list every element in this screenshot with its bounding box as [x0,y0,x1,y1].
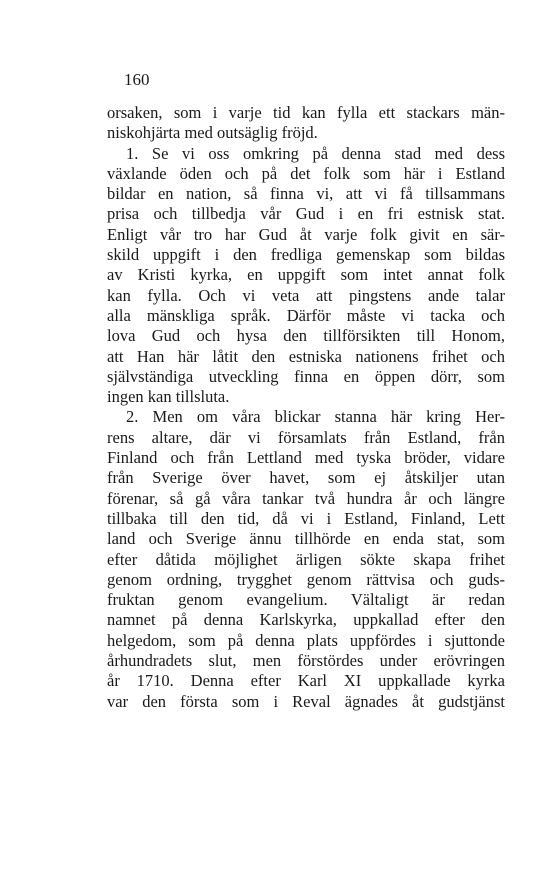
text-line: efter dåtida möjlighet ärligen sökte skapa frihet [107,549,505,569]
text-line: år 1710. Denna efter Karl XI uppkallade kyrka [107,671,505,691]
text-line: lova Gud och hysa den tillförsikten till Honom, [107,326,505,346]
text-line: niskohjärta med outsäglig fröjd. [107,123,318,143]
text-line: 2. Men om våra blickar stanna här kring Her- [126,407,505,427]
text-line: land och Sverige ännu tillhörde en enda stat, som [107,529,505,549]
text-line: ingen kan tillsluta. [107,387,230,407]
text-line: bildar en nation, så finna vi, att vi få tillsammans [107,184,505,204]
text-line: självständiga utveckling finna en öppen dörr, som [107,366,505,386]
text-line: fruktan genom evangelium. Vältaligt är redan [107,590,505,610]
text-line: namnet på denna Karlskyrka, uppkallad efter den [107,610,505,630]
text-line: orsaken, som i varje tid kan fylla ett stackars män- [107,103,505,122]
body-text [107,103,505,712]
text-line: århundradets slut, men förstördes under erövringen [107,651,505,671]
text-line: 1. Se vi oss omkring på denna stad med dess [126,143,505,163]
text-line: rens altare, där vi församlats från Estland, från [107,427,505,447]
text-line: av Kristi kyrka, en uppgift som intet annat folk [107,265,505,285]
text-line: kan fylla. Och vi veta att pingstens ande talar [107,285,505,305]
text-line: tillbaka till den tid, då vi i Estland, Finland, Lett [107,508,505,528]
text-line: Enligt vår tro har Gud åt varje folk givit en sär- [107,224,505,244]
text-line: förenar, så gå våra tankar två hundra år och längre [107,488,505,508]
text-line: skild uppgift i den fredliga gemenskap som bildas [107,245,505,265]
text-line: genom ordning, trygghet genom rättvisa och guds- [107,569,505,589]
text-line: var den första som i Reval ägnades åt gudstjänst [107,691,505,711]
text-line: alla mänskliga språk. Därför måste vi tacka och [107,305,505,325]
text-line: Finland och från Lettland med tyska bröder, vidare [107,448,505,468]
text-line: att Han här låtit den estniska nationens frihet och [107,346,505,366]
text-line: växlande öden och på det folk som här i Estland [107,163,505,183]
page-number: 160 [124,70,150,89]
text-line: helgedom, som på denna plats uppfördes i sjuttonde [107,630,505,650]
text-line: från Sverige över havet, som ej åtskiljer utan [107,468,505,488]
text-line: prisa och tillbedja vår Gud i en fri estnisk stat. [107,204,505,224]
